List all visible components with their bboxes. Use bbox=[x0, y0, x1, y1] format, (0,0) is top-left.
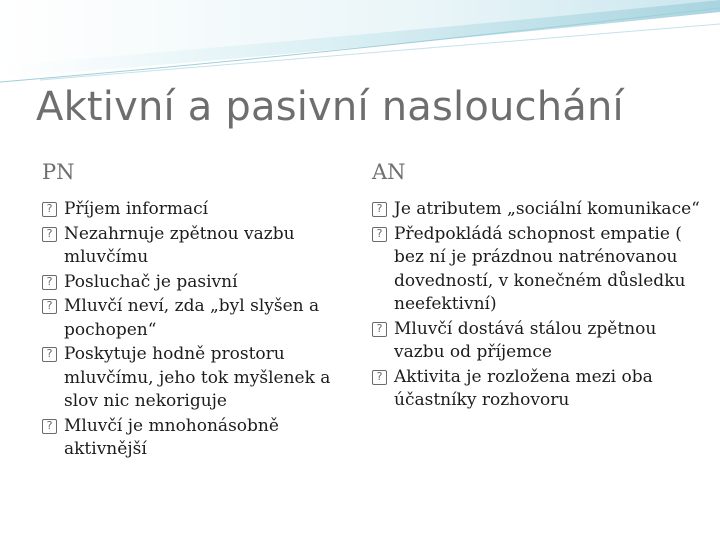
missing-glyph-box-icon: ? bbox=[42, 275, 57, 290]
list-item bbox=[42, 343, 354, 414]
list-item bbox=[372, 198, 710, 222]
list-item bbox=[372, 223, 710, 317]
missing-glyph-box-icon: ? bbox=[372, 322, 387, 337]
list-item bbox=[42, 198, 354, 222]
missing-glyph-box-icon: ? bbox=[42, 227, 57, 242]
column-heading-pn: PN bbox=[42, 160, 75, 184]
decorative-header-swoosh bbox=[0, 0, 720, 90]
list-item-text: Příjem informací bbox=[64, 199, 209, 219]
list-item-text: Předpokládá schopnost empatie ( bez ní je prázdnou natrénovanou dovedností, v konečném důsledku neefektivní) bbox=[394, 223, 686, 314]
list-item bbox=[42, 271, 354, 295]
list-item-text: Mluvčí neví, zda „byl slyšen a pochopen“ bbox=[64, 296, 320, 340]
column-heading-an: AN bbox=[372, 160, 406, 184]
missing-glyph-box-icon: ? bbox=[42, 347, 57, 362]
list-item bbox=[42, 295, 354, 342]
list-item bbox=[42, 223, 354, 270]
list-item bbox=[42, 415, 354, 462]
missing-glyph-box-icon: ? bbox=[42, 299, 57, 314]
missing-glyph-box-icon: ? bbox=[372, 370, 387, 385]
list-item bbox=[372, 318, 710, 365]
slide-title: Aktivní a pasivní naslouchání bbox=[36, 84, 624, 130]
list-item-text: Poskytuje hodně prostoru mluvčímu, jeho tok myšlenek a slov nic nekoriguje bbox=[64, 344, 331, 411]
list-item-text: Mluvčí je mnohonásobně aktivnější bbox=[64, 415, 279, 459]
list-item-text: Mluvčí dostává stálou zpětnou vazbu od příjemce bbox=[394, 318, 657, 362]
missing-glyph-box-icon: ? bbox=[42, 419, 57, 434]
list-item bbox=[372, 366, 710, 413]
pn-bullet-list bbox=[42, 198, 354, 463]
list-item-text: Je atributem „sociální komunikace“ bbox=[394, 199, 700, 219]
list-item-text: Nezahrnuje zpětnou vazbu mluvčímu bbox=[64, 223, 295, 267]
an-bullet-list bbox=[372, 198, 710, 414]
list-item-text: Posluchač je pasivní bbox=[64, 271, 238, 292]
missing-glyph-box-icon: ? bbox=[372, 202, 387, 217]
missing-glyph-box-icon: ? bbox=[42, 202, 57, 217]
list-item-text: Aktivita je rozložena mezi oba účastníky rozhovoru bbox=[394, 366, 653, 410]
missing-glyph-box-icon: ? bbox=[372, 227, 387, 242]
